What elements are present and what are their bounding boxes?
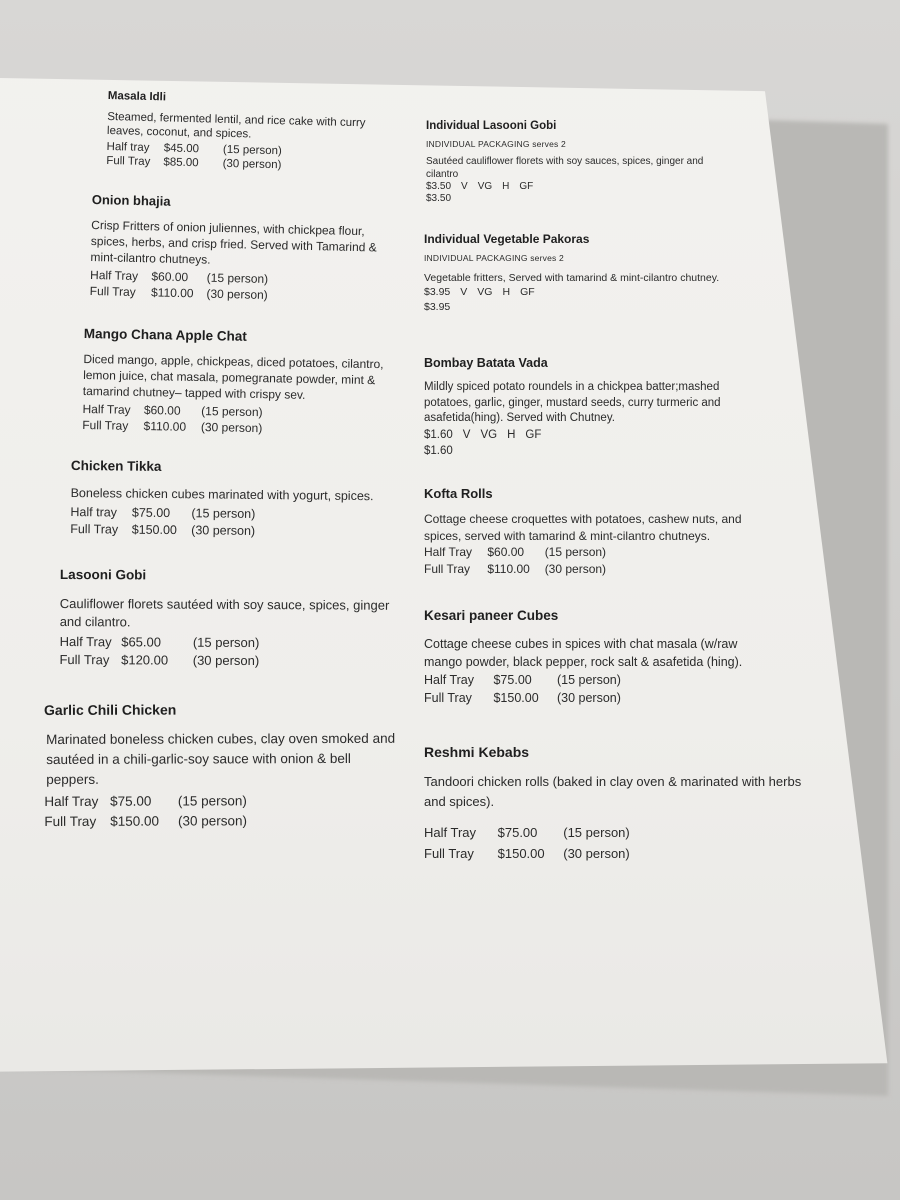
price-serves: (15 person) — [177, 793, 247, 809]
price-serves: (30 person) — [556, 691, 621, 705]
dietary-tag: VG — [477, 286, 493, 298]
price-amount: $75.00 — [497, 825, 538, 840]
dietary-tag: VG — [477, 181, 493, 192]
price-serves: (30 person) — [200, 420, 263, 436]
price-label: Full Tray — [59, 651, 110, 668]
menu-item-kofta-rolls — [424, 486, 769, 577]
dietary-tag: H — [507, 428, 516, 441]
price-half — [424, 822, 804, 843]
price-label: Full Tray — [424, 691, 472, 705]
price-amount: $85.00 — [163, 156, 199, 170]
price-full — [424, 561, 769, 578]
dietary-tag: GF — [525, 428, 542, 441]
price-full — [44, 811, 399, 832]
price-label: Half Tray — [424, 825, 477, 840]
price-serves: (30 person) — [206, 286, 268, 303]
item-title: Individual Vegetable Pakoras — [424, 232, 590, 246]
price-serves: (15 person) — [201, 404, 263, 420]
item-title: Reshmi Kebabs — [424, 744, 530, 760]
price-serves: (30 person) — [192, 652, 260, 669]
price: $1.60 — [424, 444, 453, 457]
menu-item-kesari-paneer-cubes — [424, 608, 779, 707]
menu-item-mango-chana-apple-chat — [82, 326, 406, 439]
price-serves: (30 person) — [191, 523, 256, 538]
price-half — [424, 544, 769, 561]
menu-item-bombay-batata-vada — [424, 356, 764, 459]
price-half — [60, 633, 390, 653]
price-serves: (15 person) — [544, 545, 607, 559]
price-full — [70, 521, 410, 542]
price-label: Full Tray — [424, 561, 471, 576]
item-description: Steamed, fermented lentil, and rice cake with curry leaves, coconut, and spices. — [106, 110, 366, 141]
price-amount: $150.00 — [497, 846, 545, 861]
price-amount: $75.00 — [493, 673, 532, 687]
item-description: Tandoori chicken rolls (baked in clay oven & marinated with herbs and spices). — [424, 774, 802, 809]
price-label: Half Tray — [82, 401, 131, 417]
price-amount: $45.00 — [163, 142, 200, 156]
item-description: Mildly spiced potato roundels in a chickpea batter;mashed potatoes, garlic, ginger, mustard seeds, curry turmeric and asafetida(hing). Served with Chutney. — [424, 381, 721, 424]
price-serves: (15 person) — [222, 143, 282, 158]
dietary-tag: V — [460, 286, 468, 298]
item-description: Cottage cheese croquettes with potatoes, cashew nuts, and spices, served with tamarind & mint-cilantro chutneys. — [424, 512, 742, 543]
price-amount: $110.00 — [487, 561, 530, 576]
dietary-tag: H — [502, 286, 511, 298]
item-description: Sautéed cauliflower florets with soy sauces, spices, ginger and cilantro — [426, 156, 704, 180]
item-title: Bombay Batata Vada — [424, 356, 548, 370]
dietary-tag: VG — [480, 428, 498, 441]
price-full — [424, 843, 804, 864]
dietary-tag: H — [502, 181, 510, 192]
price-label: Half tray — [106, 140, 150, 155]
packaging-note: INDIVIDUAL PACKAGING serves 2 — [424, 253, 564, 263]
price-amount: $75.00 — [110, 793, 152, 809]
price-label: Half Tray — [44, 793, 99, 809]
price-amount: $110.00 — [143, 419, 187, 434]
tag-price-line — [424, 427, 764, 443]
menu-item-masala-idli — [106, 90, 393, 175]
price-serves: (15 person) — [192, 634, 260, 651]
menu-item-individual-vegetable-pakoras — [424, 232, 744, 315]
price-label: Full Tray — [106, 154, 151, 169]
price-label: Half tray — [70, 504, 118, 520]
tag-price-line — [426, 181, 716, 193]
item-title: Onion bhajia — [91, 192, 171, 209]
price-label: Half Tray — [89, 267, 139, 284]
menu-item-onion-bhajia — [90, 192, 392, 306]
price-label: Half Tray — [59, 633, 112, 650]
dietary-tag: GF — [520, 286, 535, 298]
price-half — [44, 791, 399, 812]
item-title: Kesari paneer Cubes — [424, 608, 559, 623]
price-amount: $150.00 — [110, 813, 160, 829]
price-label: Full Tray — [89, 283, 136, 300]
price-amount: $110.00 — [150, 285, 194, 301]
price-full — [424, 689, 779, 707]
item-description: Diced mango, apple, chickpeas, diced potatoes, cilantro, lemon juice, chat masala, pomegranate powder, mint & tamarind chutney– tapped with crispy sev. — [82, 351, 384, 402]
price-serves: (30 person) — [544, 561, 607, 576]
tag-price-line — [424, 285, 744, 300]
item-description: Boneless chicken cubes marinated with yogurt, spices. — [70, 485, 374, 504]
price-serves: (15 person) — [191, 506, 256, 521]
price-amount: $60.00 — [487, 545, 525, 559]
price-serves: (15 person) — [206, 270, 269, 287]
item-description: Marinated boneless chicken cubes, clay oven smoked and sautéed in a chili-garlic-soy sauce with onion & bell peppers. — [46, 730, 396, 787]
menu-item-chicken-tikka — [70, 458, 411, 542]
price-serves: (15 person) — [556, 673, 621, 687]
tag-price: $3.95 — [424, 286, 451, 298]
menu-item-reshmi-kebabs — [424, 744, 804, 864]
packaging-note: INDIVIDUAL PACKAGING serves 2 — [426, 139, 566, 149]
menu-item-individual-lasooni-gobi — [426, 120, 716, 205]
price-label: Full Tray — [82, 417, 129, 433]
item-description: Vegetable fritters, Served with tamarind & mint-cilantro chutney. — [424, 272, 720, 284]
tag-price: $1.60 — [424, 428, 453, 441]
price-amount: $60.00 — [143, 403, 181, 418]
price-label: Full Tray — [424, 846, 474, 861]
price-label: Full Tray — [70, 521, 119, 537]
price-serves: (30 person) — [177, 813, 248, 829]
menu-item-garlic-chili-chicken — [44, 701, 399, 832]
price-label: Half Tray — [424, 545, 473, 559]
price-amount: $60.00 — [151, 269, 189, 285]
item-title: Masala Idli — [107, 90, 167, 104]
dietary-tag: V — [461, 181, 468, 192]
price-label: Half Tray — [424, 673, 475, 687]
price-serves: (30 person) — [222, 157, 282, 172]
price-amount: $75.00 — [131, 505, 171, 521]
price-amount: $150.00 — [131, 522, 177, 538]
price: $3.50 — [426, 193, 452, 204]
price-serves: (15 person) — [563, 825, 630, 840]
item-description: Cottage cheese cubes in spices with chat masala (w/raw mango powder, black pepper, rock salt & asafetida (hing). — [424, 637, 743, 669]
item-description: Cauliflower florets sautéed with soy sauce, spices, ginger and cilantro. — [59, 595, 390, 630]
price-half — [424, 671, 779, 689]
tag-price: $3.50 — [426, 181, 452, 192]
item-title: Lasooni Gobi — [59, 567, 147, 583]
price: $3.95 — [424, 301, 451, 313]
price-amount: $120.00 — [121, 652, 169, 668]
item-title: Kofta Rolls — [424, 486, 493, 501]
item-title: Mango Chana Apple Chat — [83, 326, 247, 344]
price-full — [59, 651, 389, 671]
price-amount: $65.00 — [121, 634, 162, 650]
item-title: Garlic Chili Chicken — [44, 701, 177, 718]
dietary-tag: GF — [519, 181, 534, 192]
item-title: Chicken Tikka — [70, 458, 162, 474]
menu-item-lasooni-gobi — [59, 567, 390, 671]
dietary-tag: V — [462, 428, 471, 441]
price-serves: (30 person) — [563, 846, 630, 861]
price-amount: $150.00 — [493, 691, 539, 705]
item-title: Individual Lasooni Gobi — [426, 120, 557, 132]
price-label: Full Tray — [44, 813, 97, 829]
item-description: Crisp Fritters of onion juliennes, with chickpea flour, spices, herbs, and crisp fried. Served with Tamarind & mint-cilantro chutneys. — [90, 217, 377, 267]
